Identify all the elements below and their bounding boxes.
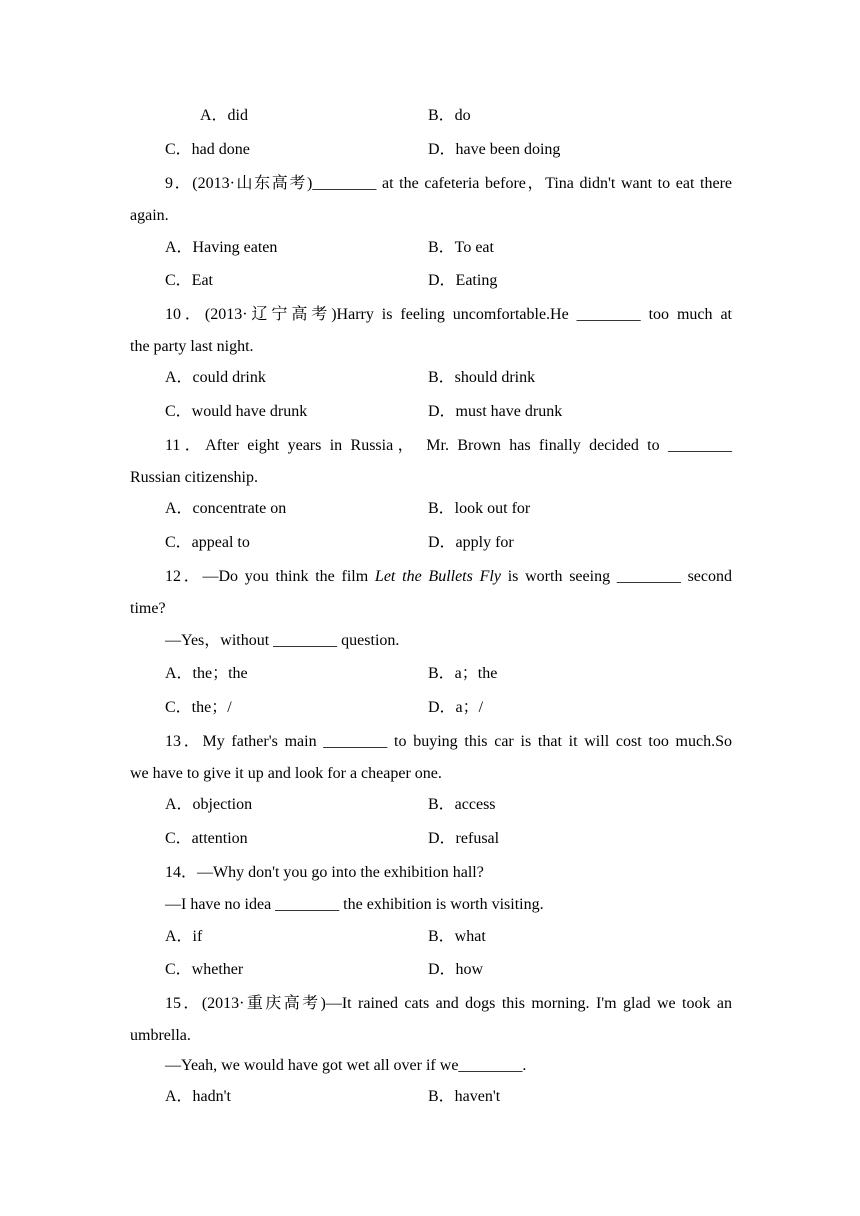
q11-stem-line1: 11．After eight years in Russia， Mr. Brown has finally decided to ________ bbox=[165, 437, 732, 454]
q13-option-a: A．objection bbox=[165, 796, 253, 813]
q13-stem-line1: 13．My father's main ________ to buying this car is that it will cost too much.So bbox=[165, 733, 732, 750]
q14-option-c: C．whether bbox=[165, 961, 244, 978]
q10-option-a: A．could drink bbox=[165, 369, 266, 386]
q14-option-a: A．if bbox=[165, 928, 203, 945]
q8-option-a: A．did bbox=[200, 107, 249, 124]
q13-option-c: C．attention bbox=[165, 830, 248, 847]
q15-stem-line1: 15．(2013·重庆高考)—It rained cats and dogs this morning. I'm glad we took an bbox=[165, 995, 732, 1012]
q11-option-a: A．concentrate on bbox=[165, 500, 287, 517]
q12-film-title: Let the Bullets Fly bbox=[374, 568, 501, 585]
q13-option-b: B．access bbox=[428, 796, 496, 813]
q12-stem-line3: —Yes，without ________ question. bbox=[165, 632, 400, 649]
q12-option-c: C．the；/ bbox=[165, 699, 232, 716]
q9-option-b: B．To eat bbox=[428, 239, 494, 256]
q11-option-b: B．look out for bbox=[428, 500, 531, 517]
q9-option-c: C．Eat bbox=[165, 272, 213, 289]
q8-option-b: B．do bbox=[428, 107, 471, 124]
q15-option-b: B．haven't bbox=[428, 1088, 501, 1105]
q8-option-d: D．have been doing bbox=[428, 141, 561, 158]
q14-stem-line2: —I have no idea ________ the exhibition is worth visiting. bbox=[165, 896, 544, 913]
q9-option-a: A．Having eaten bbox=[165, 239, 278, 256]
q12-option-d: D．a；/ bbox=[428, 699, 484, 716]
q12-stem-pre: 12．—Do you think the film bbox=[165, 568, 375, 585]
q12-stem-post: is worth seeing ________ second bbox=[500, 568, 732, 585]
q9-stem-line2: again. bbox=[130, 207, 169, 224]
q11-stem-line2: Russian citizenship. bbox=[130, 469, 258, 486]
q12-option-b: B．a；the bbox=[428, 665, 498, 682]
q12-stem-line2: time? bbox=[130, 600, 166, 617]
q15-stem-line3: —Yeah, we would have got wet all over if we________. bbox=[165, 1057, 527, 1074]
q15-stem-line2: umbrella. bbox=[130, 1027, 191, 1044]
q10-option-c: C．would have drunk bbox=[165, 403, 308, 420]
q12-option-a: A．the；the bbox=[165, 665, 248, 682]
q14-stem-line1: 14．—Why don't you go into the exhibition hall? bbox=[165, 864, 484, 881]
q10-option-d: D．must have drunk bbox=[428, 403, 563, 420]
q9-stem-line1: 9．(2013·山东高考)________ at the cafeteria before，Tina didn't want to eat there bbox=[165, 175, 732, 192]
q9-option-d: D．Eating bbox=[428, 272, 498, 289]
q11-option-d: D．apply for bbox=[428, 534, 514, 551]
q14-option-d: D．how bbox=[428, 961, 484, 978]
q8-option-c: C．had done bbox=[165, 141, 250, 158]
q12-stem-line1 bbox=[165, 567, 732, 587]
q10-option-b: B．should drink bbox=[428, 369, 536, 386]
q10-stem-line1: 10．(2013·辽宁高考)Harry is feeling uncomfortable.He ________ too much at bbox=[165, 306, 732, 323]
q13-option-d: D．refusal bbox=[428, 830, 500, 847]
q13-stem-line2: we have to give it up and look for a cheaper one. bbox=[130, 765, 442, 782]
q11-option-c: C．appeal to bbox=[165, 534, 250, 551]
q14-option-b: B．what bbox=[428, 928, 486, 945]
q15-option-a: A．hadn't bbox=[165, 1088, 231, 1105]
q10-stem-line2: the party last night. bbox=[130, 338, 254, 355]
